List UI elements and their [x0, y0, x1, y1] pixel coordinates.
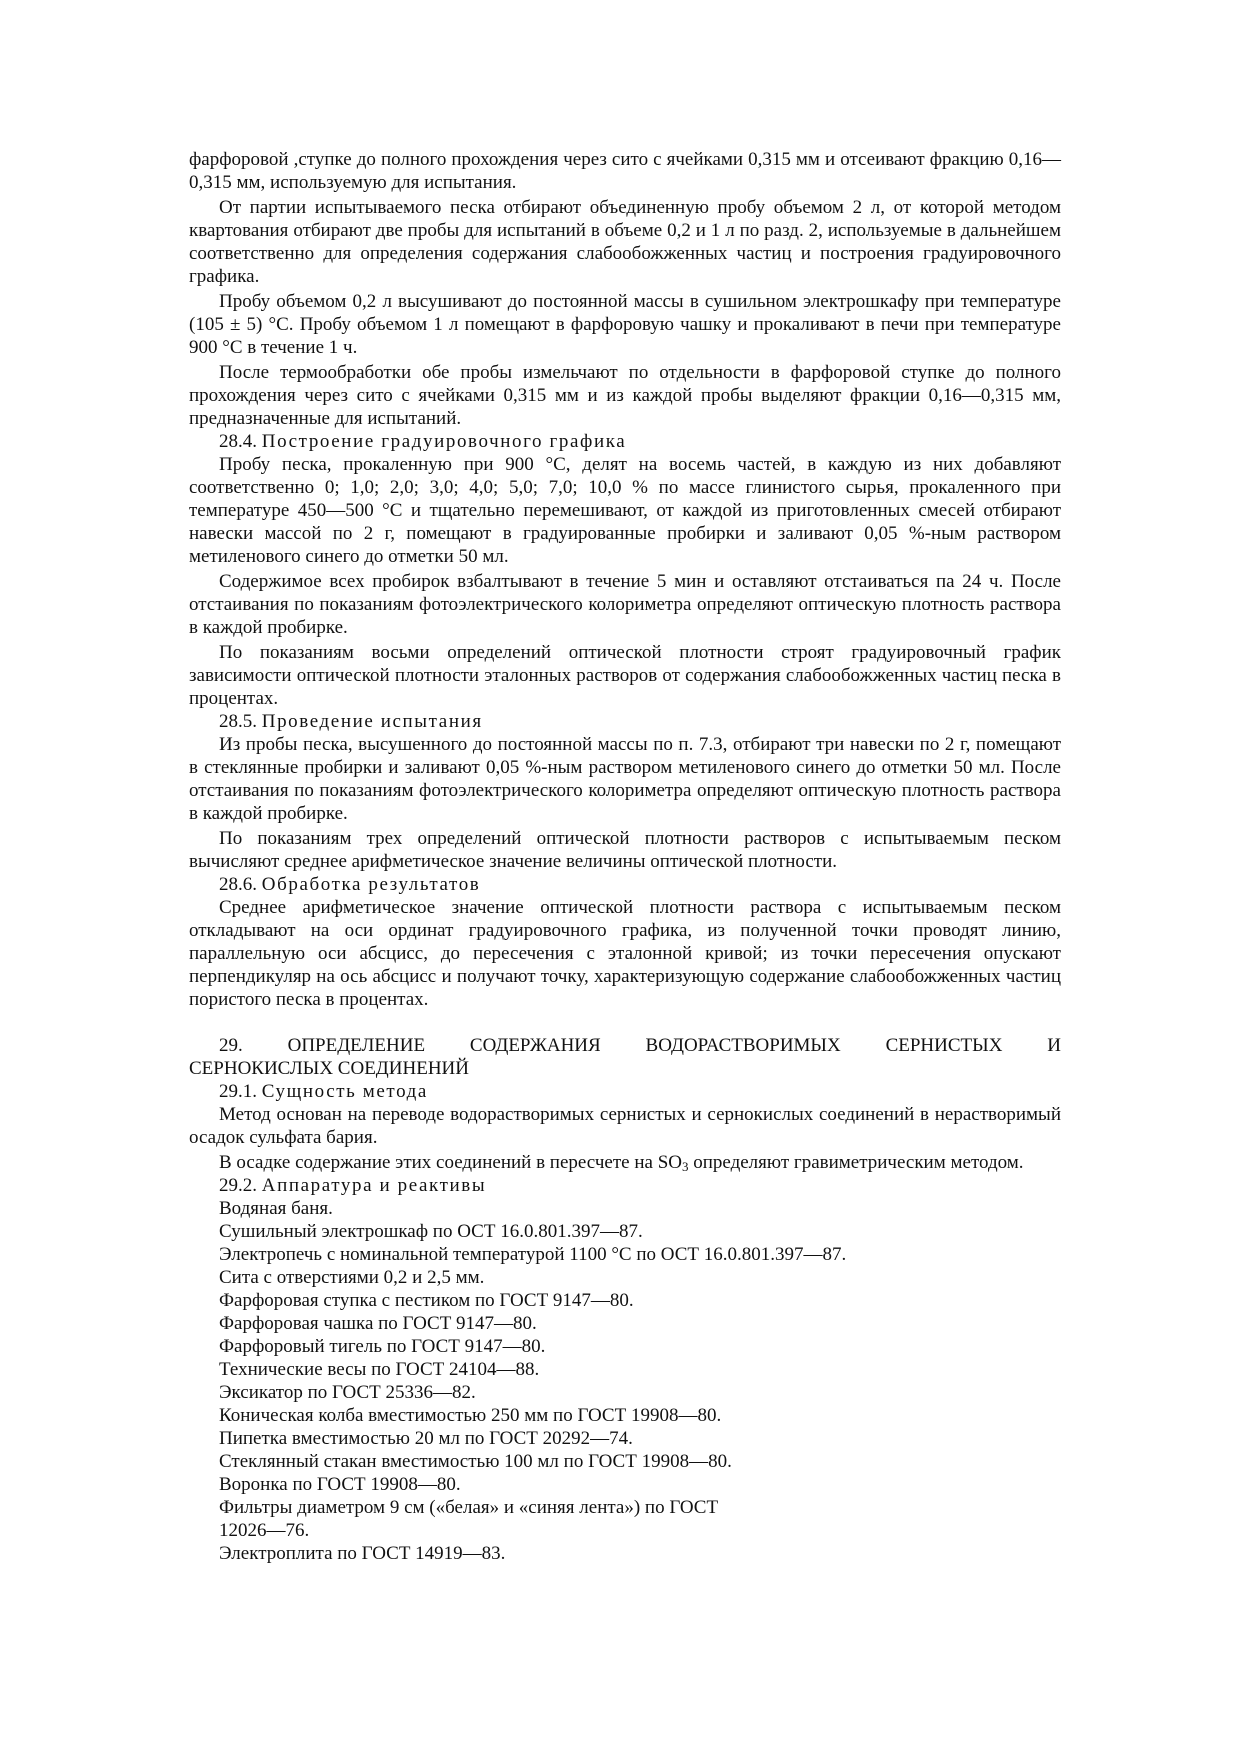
paragraph: Пробу объемом 0,2 л высушивают до постоянной массы в сушильном электрошкафу при температуре (105 ± 5) °С. Пробу объемом 1 л помещают в фарфоровую чашку и прокаливают в печи при температуре 900 °С в течение 1 ч. [189, 291, 1061, 358]
list-item: Фильтры диаметром 9 см («белая» и «синяя лента») по ГОСТ [219, 1497, 719, 1518]
list-item: Стеклянный стакан вместимостью 100 мл по ГОСТ 19908—80. [219, 1451, 732, 1472]
heading-title: Обработка результатов [261, 874, 481, 895]
list-item: Фарфоровая чашка по ГОСТ 9147—80. [219, 1313, 537, 1334]
paragraph-text: В осадке содержание этих соединений в пересчете на SO [219, 1152, 682, 1173]
paragraph: По показаниям восьми определений оптической плотности строят градуировочный график зависимости оптической плотности эталонных растворов от содержания слабообожженных частиц песка в процентах. [189, 642, 1061, 709]
list-item: Водяная баня. [219, 1198, 333, 1219]
page-content [189, 148, 1061, 1565]
paragraph [189, 1151, 1061, 1174]
paragraph: Содержимое всех пробирок взбалтывают в течение 5 мин и оставляют отстаиваться па 24 ч. После отстаивания по показаниям фотоэлектрического колориметра определяют оптическую плотность раствора в каждой пробирке. [189, 571, 1061, 638]
paragraph: Из пробы песка, высушенного до постоянной массы по п. 7.3, отбирают три навески по 2 г, помещают в стеклянные пробирки и заливают 0,05 %-ным раствором метиленового синего до отметки 50 мл. После отстаивания по показаниям фотоэлектрического колориметра определяют оптическую плотность раствора в каждой пробирке. [189, 734, 1061, 824]
equipment-list [189, 1197, 1061, 1565]
list-item: Фарфоровый тигель по ГОСТ 9147—80. [219, 1336, 546, 1357]
list-item: Сушильный электрошкаф по ОСТ 16.0.801.397—87. [219, 1221, 643, 1242]
heading-number: 28.4. [219, 431, 257, 452]
subscript: 3 [681, 1159, 689, 1174]
list-item: Электропечь с номинальной температурой 1100 °С по ОСТ 16.0.801.397—87. [219, 1244, 847, 1265]
heading-number: 28.5. [219, 711, 257, 732]
paragraph-text: определяют гравиметрическим методом. [688, 1152, 1024, 1173]
list-item: Фарфоровая ступка с пестиком по ГОСТ 9147—80. [219, 1290, 634, 1311]
heading-number: 28.6. [219, 874, 257, 895]
section-heading-line: 29. ОПРЕДЕЛЕНИЕ СОДЕРЖАНИЯ ВОДОРАСТВОРИМЫХ СЕРНИСТЫХ И [219, 1035, 1061, 1056]
subsection-heading-29-1 [189, 1080, 1061, 1103]
paragraph: Пробу песка, прокаленную при 900 °С, делят на восемь частей, в каждую из них добавляют соответственно 0; 1,0; 2,0; 3,0; 4,0; 5,0; 7,0; 10,0 % по массе глинистого сырья, прокаленного при температуре 450—500 °С и тщательно перемешивают, от каждой из приготовленных смесей отбирают навески массой по 2 г, помещают в градуированные пробирки и заливают 0,05 %-ным раствором метиленового синего до отметки 50 мл. [189, 454, 1061, 567]
paragraph: После термообработки обе пробы измельчают по отдельности в фарфоровой ступке до полного прохождения через сито с ячейками 0,315 мм и из каждой пробы выделяют фракции 0,16—0,315 мм, предназначенные для испытаний. [189, 362, 1061, 429]
subsection-heading-29-2 [189, 1174, 1061, 1197]
subsection-heading-28-6 [189, 873, 1061, 896]
list-item: Воронка по ГОСТ 19908—80. [219, 1474, 461, 1495]
subsection-heading-28-4 [189, 430, 1061, 453]
section-heading-29-cont: СЕРНОКИСЛЫХ СОЕДИНЕНИЙ [189, 1058, 469, 1079]
list-item: Сита с отверстиями 0,2 и 2,5 мм. [219, 1267, 485, 1288]
heading-number: 29.1. [219, 1081, 257, 1102]
heading-title: Построение градуировочного графика [261, 431, 627, 452]
subsection-heading-28-5 [189, 710, 1061, 733]
paragraph: Среднее арифметическое значение оптической плотности раствора с испытываемым песком откладывают на оси ординат градуировочного графика, из полученной точки проводят линию, параллельную оси абсцисс, до пересечения с эталонной кривой; из точки пересечения опускают перпендикуляр на ось абсцисс и получают точку, характеризующую содержание слабообожженных частиц пористого песка в процентах. [189, 897, 1061, 1010]
heading-title: Аппаратура и реактивы [261, 1175, 487, 1196]
list-item: 12026—76. [219, 1520, 310, 1541]
list-item: Эксикатор по ГОСТ 25336—82. [219, 1382, 476, 1403]
heading-title: Сущность метода [261, 1081, 428, 1102]
paragraph: фарфоровой ,ступке до полного прохождения через сито с ячейками 0,315 мм и отсеивают фракцию 0,16—0,315 мм, используемую для испытания. [189, 149, 1061, 193]
list-item: Электроплита по ГОСТ 14919—83. [219, 1543, 506, 1564]
paragraph: От партии испытываемого песка отбирают объединенную пробу объемом 2 л, от которой методом квартования отбирают две пробы для испытаний в объеме 0,2 и 1 л по разд. 2, используемые в дальнейшем соответственно для определения содержания слабообожженных частиц и построения градуировочного графика. [189, 197, 1061, 287]
paragraph: Метод основан на переводе водорастворимых сернистых и сернокислых соединений в нерастворимый осадок сульфата бария. [189, 1104, 1061, 1148]
heading-number: 29.2. [219, 1175, 257, 1196]
paragraph: По показаниям трех определений оптической плотности растворов с испытываемым песком вычисляют среднее арифметическое значение величины оптической плотности. [189, 828, 1061, 872]
list-item: Пипетка вместимостью 20 мл по ГОСТ 20292—74. [219, 1428, 633, 1449]
section-heading-29 [189, 1034, 1061, 1057]
list-item: Технические весы по ГОСТ 24104—88. [219, 1359, 540, 1380]
heading-title: Проведение испытания [261, 711, 483, 732]
list-item: Коническая колба вместимостью 250 мм по ГОСТ 19908—80. [219, 1405, 722, 1426]
